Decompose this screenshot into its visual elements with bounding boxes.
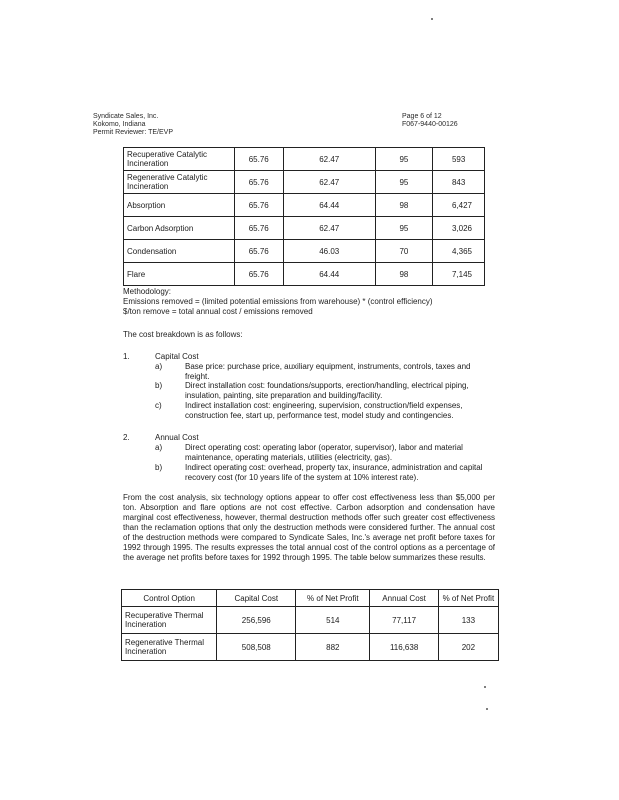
column-header: % of Net Profit — [296, 590, 370, 607]
methodology-line-2: $/ton remove = total annual cost / emissions removed — [123, 307, 313, 316]
list-item-letter: a) — [155, 443, 163, 452]
table-cell: 116,638 — [370, 634, 438, 661]
table-cell: 593 — [433, 148, 485, 171]
table-cell: 202 — [438, 634, 498, 661]
table-cell: 6,427 — [433, 194, 485, 217]
header-page-number: Page 6 of 12 — [402, 113, 442, 120]
table-cell: 65.76 — [234, 148, 283, 171]
list-item — [155, 443, 495, 463]
table-cell: 95 — [375, 148, 433, 171]
list-item-letter: b) — [155, 463, 163, 472]
list-item-text: Indirect installation cost: engineering, supervision, construction/field expenses, construction fee, start up, performance test, model study and contingencies. — [185, 401, 463, 420]
header-permit-number: F067-9440-00126 — [402, 121, 458, 128]
methodology-block — [123, 287, 433, 317]
methodology-line-1: Emissions removed = (limited potential emissions from warehouse) * (control efficiency) — [123, 297, 433, 306]
list-item — [155, 362, 495, 382]
table-cell: 508,508 — [217, 634, 296, 661]
table-row — [124, 240, 485, 263]
header-reviewer: Permit Reviewer: TE/EVP — [93, 129, 174, 136]
table-cell: 3,026 — [433, 217, 485, 240]
table-cell: Regenerative Thermal Incineration — [122, 634, 217, 661]
table-cell: 514 — [296, 607, 370, 634]
table-cell: 70 — [375, 240, 433, 263]
table-row — [124, 194, 485, 217]
analysis-paragraph: From the cost analysis, six technology options appear to offer cost effectiveness less than $5,000 per ton. Absorption and flare options are not cost effective. Carbon adsorption and condensation have marginal cost effectiveness, however, thermal destruction methods offer such greater cost effectiveness than the reclamation options that only the destruction methods were considered further. The annual cost of the destruction methods were compared to Syndicate Sales, Inc.'s average net profit before taxes for 1992 through 1995. The results expresses the total annual cost of the control options as a percentage of the average net profits before taxes for 1992 through 1995. The table below summarizes these results. — [123, 493, 495, 562]
table-cell: 65.76 — [234, 240, 283, 263]
column-header: Capital Cost — [217, 590, 296, 607]
section-title: Annual Cost — [155, 433, 199, 442]
table-row — [124, 171, 485, 194]
scan-speck — [486, 708, 488, 710]
list-item — [155, 463, 495, 483]
table-row — [124, 148, 485, 171]
table-cell: Recuperative Catalytic Incineration — [124, 148, 235, 171]
table-cell: 98 — [375, 263, 433, 286]
table-cell: 95 — [375, 217, 433, 240]
table-cell: Recuperative Thermal Incineration — [122, 607, 217, 634]
table-cell: 62.47 — [283, 171, 375, 194]
breakdown-intro: The cost breakdown is as follows: — [123, 330, 243, 339]
table-cell: 62.47 — [283, 217, 375, 240]
table-cell: 4,365 — [433, 240, 485, 263]
column-header: % of Net Profit — [438, 590, 498, 607]
table-cell: 882 — [296, 634, 370, 661]
table-header-row — [122, 590, 499, 607]
table-cell: 65.76 — [234, 194, 283, 217]
table-row — [124, 217, 485, 240]
efficiency-table — [123, 147, 485, 286]
table-cell: Regenerative Catalytic Incineration — [124, 171, 235, 194]
table-cell: 77,117 — [370, 607, 438, 634]
table-cell: 46.03 — [283, 240, 375, 263]
summary-table — [121, 589, 499, 661]
methodology-title: Methodology: — [123, 287, 172, 296]
table-cell: Condensation — [124, 240, 235, 263]
table-cell: 133 — [438, 607, 498, 634]
list-item-text: Direct installation cost: foundations/supports, erection/handling, electrical piping, insulation, painting, site preparation and building/facility. — [185, 381, 469, 400]
table-cell: 256,596 — [217, 607, 296, 634]
section-title: Capital Cost — [155, 352, 199, 361]
list-item — [155, 401, 495, 431]
table-cell: 65.76 — [234, 171, 283, 194]
table-cell: 65.76 — [234, 263, 283, 286]
table-cell: 64.44 — [283, 194, 375, 217]
table-cell: Flare — [124, 263, 235, 286]
section-number: 2. — [123, 433, 130, 442]
list-item-text: Base price: purchase price, auxiliary equipment, instruments, controls, taxes and freight. — [185, 362, 471, 381]
table-cell: Absorption — [124, 194, 235, 217]
table-cell: 95 — [375, 171, 433, 194]
header-company: Syndicate Sales, Inc. — [93, 113, 159, 120]
table-row — [122, 634, 499, 661]
header-location: Kokomo, Indiana — [93, 121, 146, 128]
scan-speck — [431, 18, 433, 20]
table-cell: 65.76 — [234, 217, 283, 240]
column-header: Annual Cost — [370, 590, 438, 607]
list-item-text: Direct operating cost: operating labor (operator, supervisor), labor and material maintenance, operating materials, utilities (electricity, gas). — [185, 443, 463, 462]
table-cell: 98 — [375, 194, 433, 217]
list-item-letter: b) — [155, 381, 163, 390]
table-cell: 62.47 — [283, 148, 375, 171]
list-item-letter: a) — [155, 362, 163, 371]
table-cell: Carbon Adsorption — [124, 217, 235, 240]
table-cell: 64.44 — [283, 263, 375, 286]
header-left — [93, 113, 173, 137]
table-cell: 843 — [433, 171, 485, 194]
scan-speck — [484, 686, 486, 688]
list-item-letter: c) — [155, 401, 162, 410]
table-row — [124, 263, 485, 286]
column-header: Control Option — [122, 590, 217, 607]
list-item-text: Indirect operating cost: overhead, property tax, insurance, administration and capital recovery cost (for 10 years life of the system at 10% interest rate). — [185, 463, 483, 482]
header-right — [402, 113, 458, 129]
table-cell: 7,145 — [433, 263, 485, 286]
section-number: 1. — [123, 352, 130, 361]
table-row — [122, 607, 499, 634]
